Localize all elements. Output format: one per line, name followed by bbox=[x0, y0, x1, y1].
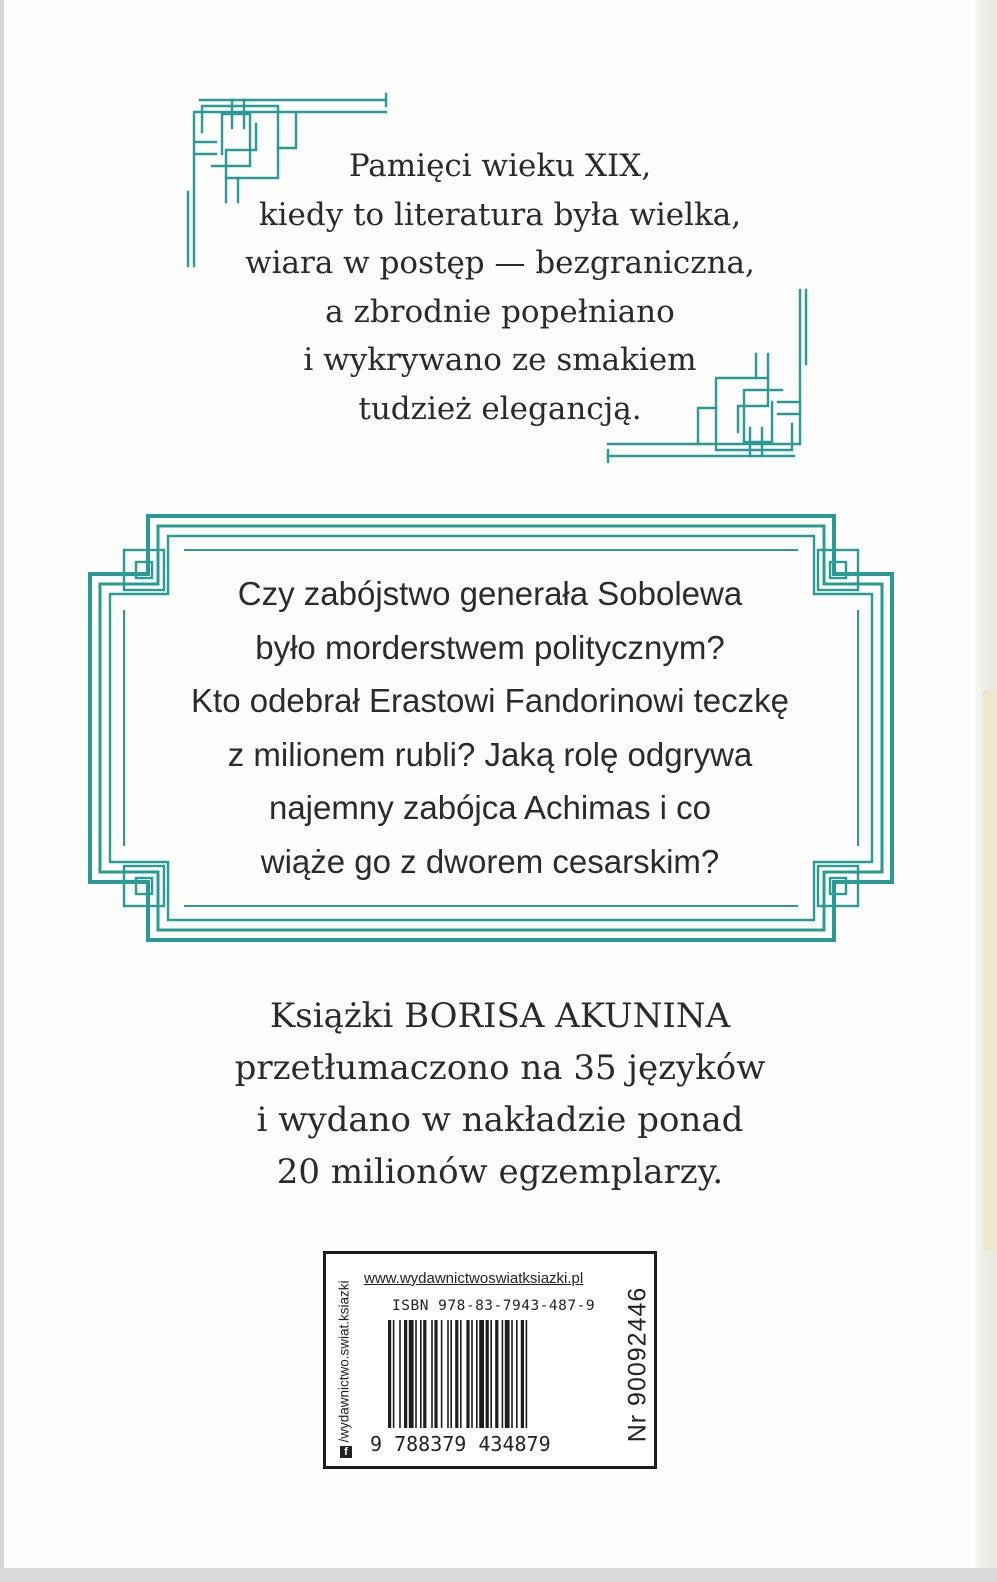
barcode-bar bbox=[471, 1320, 473, 1428]
barcode-bar bbox=[399, 1320, 401, 1428]
barcode-bar bbox=[455, 1320, 458, 1428]
question-line: z milionem rubli? Jaką rolę odgrywa bbox=[227, 735, 753, 773]
barcode-bars bbox=[386, 1320, 562, 1432]
publisher-website-link[interactable]: www.wydawnictwoswiatksiazki.pl bbox=[364, 1270, 584, 1287]
dedication-text bbox=[200, 142, 800, 433]
left-page-edge bbox=[0, 0, 4, 1582]
barcode-bar bbox=[393, 1320, 395, 1428]
barcode-bar bbox=[388, 1320, 391, 1428]
barcode-bar bbox=[526, 1320, 528, 1428]
barcode-bar bbox=[447, 1320, 449, 1428]
barcode-bar bbox=[415, 1320, 417, 1428]
barcode-bar bbox=[441, 1320, 443, 1428]
barcode-bar bbox=[495, 1320, 498, 1428]
barcode-bar bbox=[476, 1320, 478, 1428]
barcode-bar bbox=[486, 1320, 489, 1428]
ean-number: 9 788379 434879 bbox=[370, 1432, 551, 1456]
facebook-icon: f bbox=[340, 1446, 352, 1458]
dedication-line: wiara w postęp — bezgraniczna, bbox=[245, 245, 755, 281]
right-page-edge bbox=[975, 0, 997, 1582]
promo-line: 20 milionów egzemplarzy. bbox=[276, 1152, 724, 1192]
order-number: Nr 90092446 bbox=[623, 1286, 652, 1443]
barcode-bar bbox=[409, 1320, 414, 1428]
isbn-number: ISBN 978-83-7943-487-9 bbox=[392, 1298, 596, 1314]
question-text bbox=[140, 567, 840, 888]
barcode-bar bbox=[521, 1320, 524, 1428]
question-line: Kto odebrał Erastowi Fandorinowi teczkę bbox=[191, 682, 789, 719]
question-line: wiąże go z dworem cesarskim? bbox=[260, 842, 720, 880]
barcode-bar bbox=[434, 1320, 437, 1428]
barcode-bar bbox=[420, 1320, 422, 1428]
bottom-page-edge bbox=[0, 1568, 997, 1582]
promo-line: przetłumaczono na 35 języków bbox=[234, 1048, 766, 1088]
question-line: Czy zabójstwo generała Sobolewa bbox=[237, 575, 743, 612]
question-line: najemny zabójca Achimas i co bbox=[268, 789, 712, 826]
barcode-bar bbox=[423, 1320, 426, 1428]
barcode-bar bbox=[516, 1320, 518, 1428]
barcode-bar bbox=[505, 1320, 510, 1428]
barcode-bar bbox=[490, 1320, 492, 1428]
promo-line: i wydano w nakładzie ponad bbox=[256, 1100, 744, 1140]
question-line: było morderstwem politycznym? bbox=[255, 628, 725, 666]
promo-text bbox=[190, 990, 810, 1198]
dedication-line: Pamięci wieku XIX, bbox=[348, 148, 652, 184]
dedication-line: a zbrodnie popełniano bbox=[325, 293, 675, 330]
barcode-bar bbox=[450, 1320, 452, 1428]
barcode-bar bbox=[479, 1320, 484, 1428]
barcode-bar bbox=[466, 1320, 469, 1428]
dedication-line: kiedy to literatura była wielka, bbox=[258, 196, 742, 233]
dedication-line: i wykrywano ze smakiem bbox=[303, 342, 697, 378]
barcode-bar bbox=[460, 1320, 462, 1428]
barcode-bar bbox=[404, 1320, 407, 1428]
dedication-line: tudzież elegancją. bbox=[358, 390, 642, 427]
social-handle-text: /wydawnictwo.swiat.ksiazki bbox=[336, 1280, 352, 1443]
barcode-bar bbox=[502, 1320, 504, 1428]
spine-strip bbox=[983, 690, 997, 1250]
barcode-bar bbox=[511, 1320, 513, 1428]
promo-line: Książki BORISA AKUNINA bbox=[269, 996, 731, 1036]
barcode-panel bbox=[323, 1251, 657, 1469]
social-handle bbox=[332, 1266, 358, 1466]
barcode-bar bbox=[431, 1320, 433, 1428]
